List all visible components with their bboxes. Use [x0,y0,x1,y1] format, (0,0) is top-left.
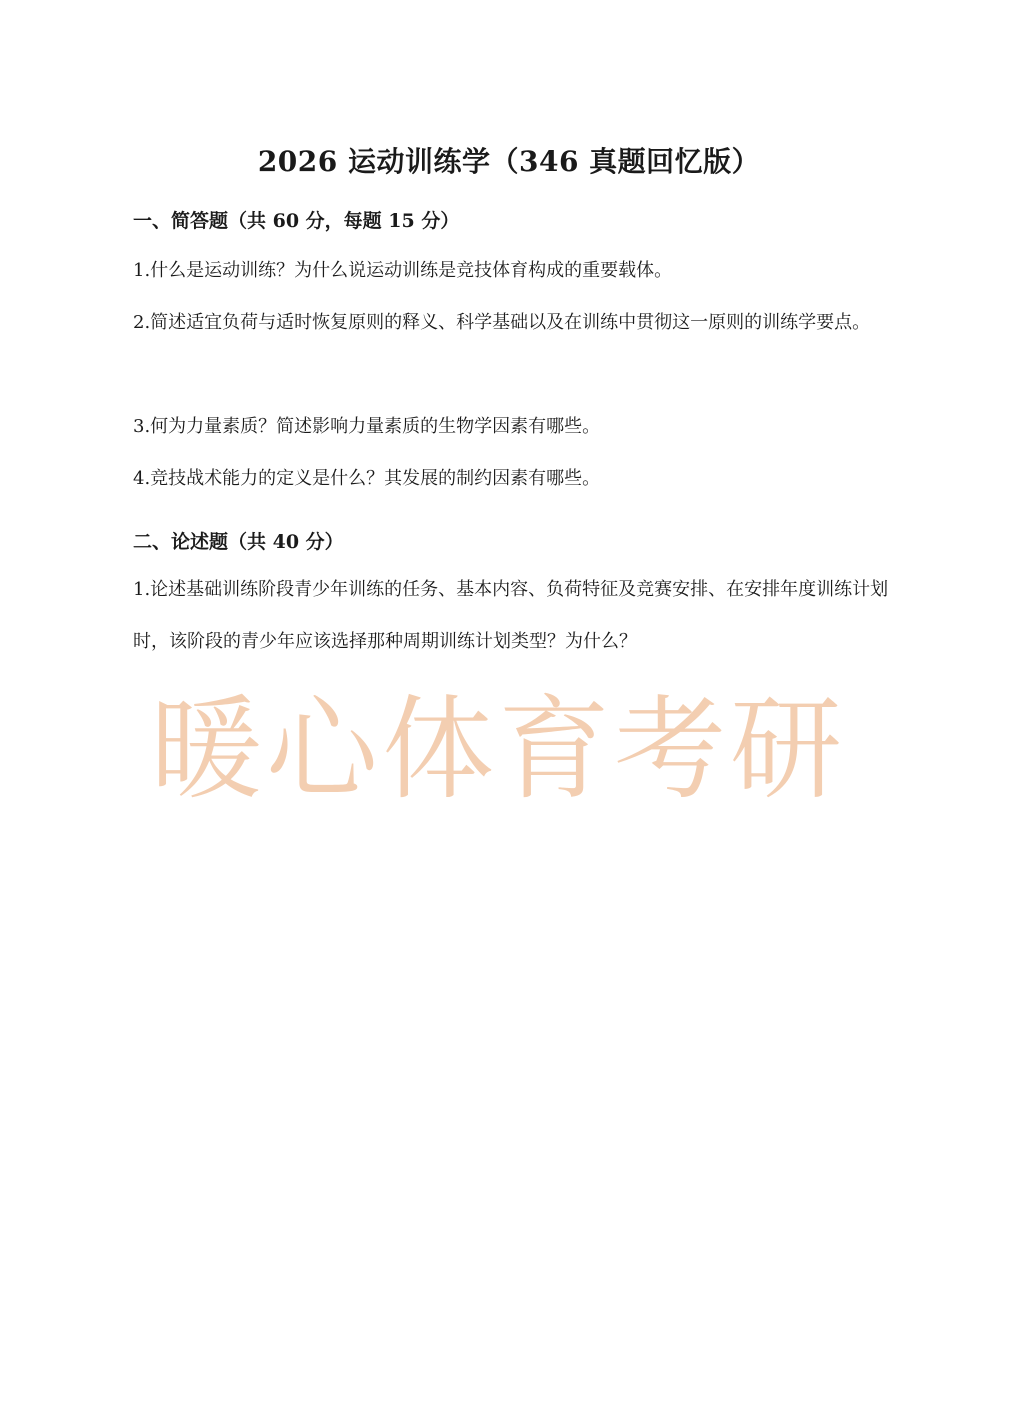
watermark-text: 暖心体育考研 [150,685,846,815]
question-item: 1.论述基础训练阶段青少年训练的任务、基本内容、负荷特征及竞赛安排、在安排年度训练计划时，该阶段的青少年应该选择那种周期训练计划类型？为什么？ [133,579,889,652]
question-item: 4.竞技战术能力的定义是什么？其发展的制约因素有哪些。 [133,468,601,489]
question-item: 1.什么是运动训练？为什么说运动训练是竞技体育构成的重要载体。 [133,260,673,281]
section-heading-short-answer: 一、简答题（共 60 分，每题 15 分） [133,210,460,232]
section-heading-essay: 二、论述题（共 40 分） [133,531,344,553]
question-item: 2.简述适宜负荷与适时恢复原则的释义、科学基础以及在训练中贯彻这一原则的训练学要点。 [133,312,871,333]
document-title: 2026 运动训练学（346 真题回忆版） [257,145,761,178]
question-item: 3.何为力量素质？简述影响力量素质的生物学因素有哪些。 [133,416,601,437]
